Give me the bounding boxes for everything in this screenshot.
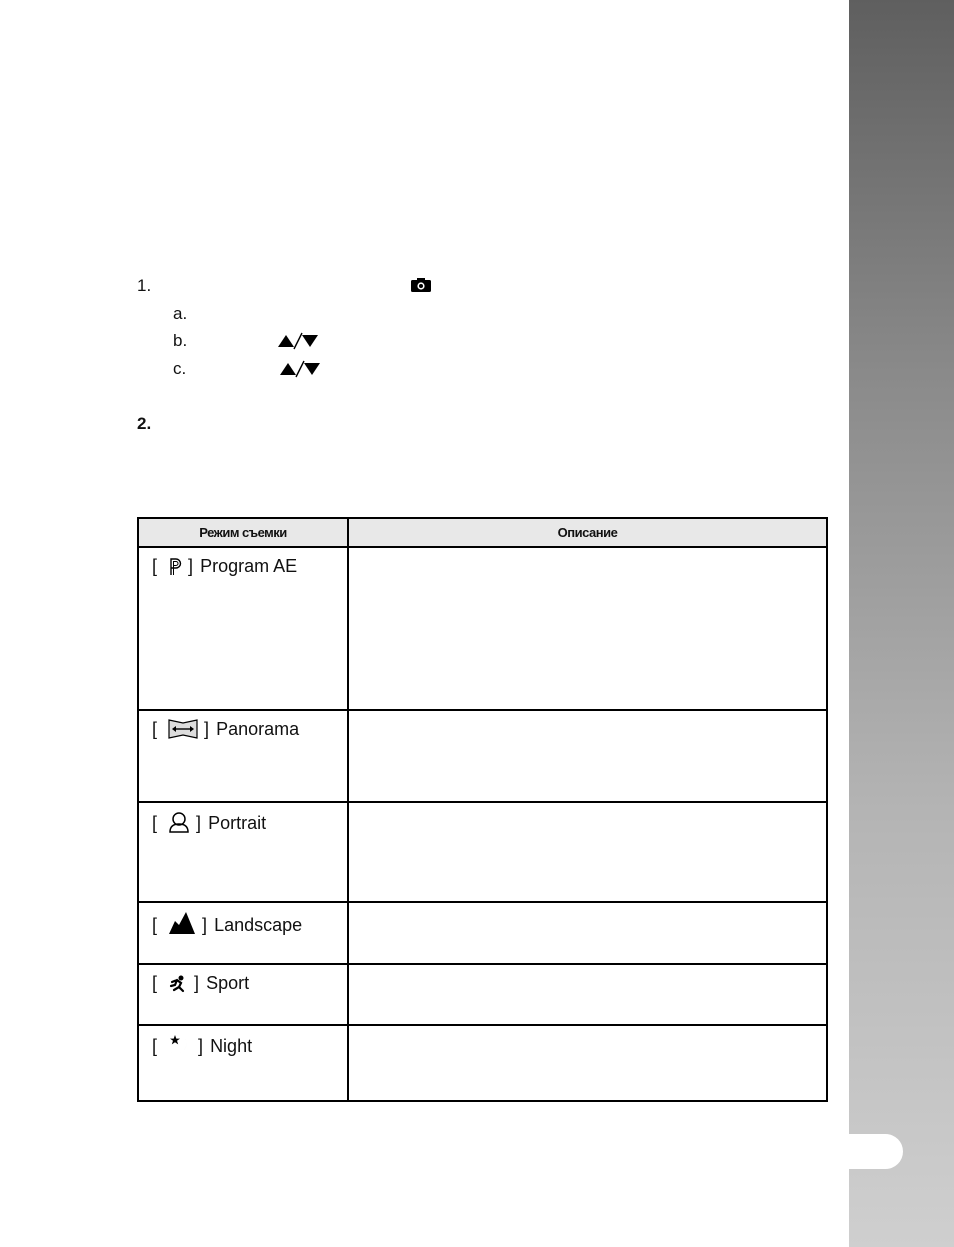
side-thumb-tab: [849, 0, 954, 1247]
description-cell: [348, 902, 827, 964]
mode-label: Night: [210, 1035, 253, 1056]
description-cell: [348, 964, 827, 1025]
sport-icon: [168, 975, 188, 993]
landscape-icon: [168, 911, 196, 935]
portrait-icon: [168, 811, 190, 833]
description-cell: [348, 710, 827, 802]
step-a-letter: a.: [173, 304, 188, 323]
mode-label: Landscape: [214, 914, 303, 935]
step-1-number: 1.: [137, 276, 152, 295]
step-c-letter: c.: [173, 359, 187, 378]
description-cell: [348, 547, 827, 710]
table-row: [138, 547, 827, 710]
scene-mode-table: [137, 517, 828, 1102]
mode-cell-panorama: [ ] Panorama: [138, 710, 348, 802]
column-header-mode: Режим съемки: [138, 518, 348, 547]
table-row: [138, 710, 827, 802]
mode-label: Portrait: [208, 813, 267, 834]
table-header-row: [138, 518, 827, 547]
up-down-arrows-icon: [279, 360, 323, 378]
mode-label: Program AE: [200, 556, 298, 577]
mode-cell-night: [ ] Night: [138, 1025, 348, 1101]
mode-label: Sport: [206, 972, 250, 993]
description-cell: [348, 1025, 827, 1101]
mode-label: Panorama: [216, 719, 300, 740]
step-2-number: 2.: [137, 414, 152, 433]
page-number-tab: [840, 1134, 903, 1169]
mode-cell-program: [ ] Program AE: [138, 547, 348, 710]
night-icon: [168, 1034, 192, 1056]
column-header-description: Описание: [348, 518, 827, 547]
table-row: [138, 902, 827, 964]
camera-icon: [410, 277, 432, 293]
mode-cell-landscape: [ ] Landscape: [138, 902, 348, 964]
table-row: [138, 964, 827, 1025]
description-cell: [348, 802, 827, 901]
mode-cell-sport: [ ] Sport: [138, 964, 348, 1025]
up-down-arrows-icon: [277, 332, 321, 350]
table-row: [138, 1025, 827, 1101]
table-row: [138, 802, 827, 901]
panorama-icon: [168, 719, 198, 739]
program-p-icon: [168, 558, 182, 576]
mode-cell-portrait: [ ] Portrait: [138, 802, 348, 901]
step-b-letter: b.: [173, 331, 188, 350]
